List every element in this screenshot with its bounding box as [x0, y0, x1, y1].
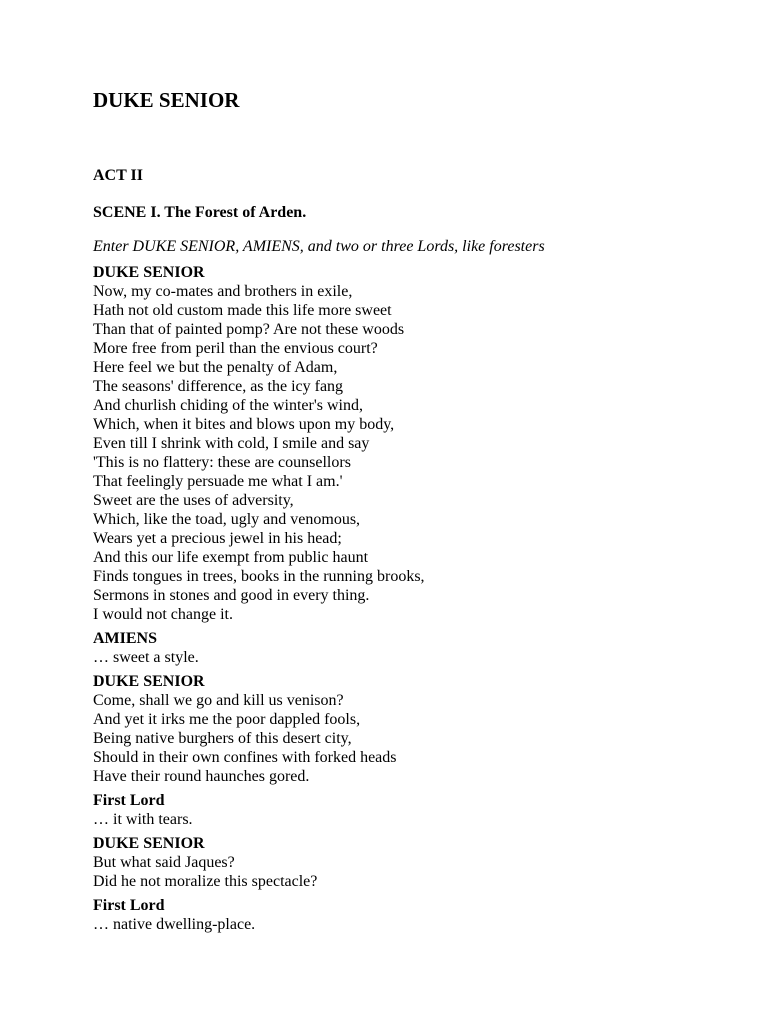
verse-line: Have their round haunches gored. — [93, 768, 310, 785]
verse-line: And this our life exempt from public haunt — [93, 549, 369, 566]
verse-line: Even till I shrink with cold, I smile and say — [93, 435, 370, 452]
verse-line: Being native burghers of this desert city, — [93, 730, 352, 747]
verse-line: Here feel we but the penalty of Adam, — [93, 359, 338, 376]
speech-block — [93, 791, 743, 829]
speech-block — [93, 672, 743, 786]
verse-line: Now, my co-mates and brothers in exile, — [93, 283, 353, 300]
speech-block — [93, 896, 743, 934]
verse-line: … sweet a style. — [93, 649, 199, 666]
act-heading: ACT II — [93, 167, 143, 184]
script-body — [93, 263, 743, 939]
verse-line: Hath not old custom made this life more sweet — [93, 302, 392, 319]
verse-line: Should in their own confines with forked heads — [93, 749, 397, 766]
verse-line: 'This is no flattery: these are counsellors — [93, 454, 351, 471]
verse-line: That feelingly persuade me what I am.' — [93, 473, 343, 490]
verse-line: The seasons' difference, as the icy fang — [93, 378, 344, 395]
verse-line: Which, like the toad, ugly and venomous, — [93, 511, 361, 528]
speaker-name: DUKE SENIOR — [93, 673, 205, 690]
page-title: DUKE SENIOR — [93, 88, 240, 112]
verse-line: … native dwelling-place. — [93, 916, 256, 933]
verse-line: And churlish chiding of the winter's wind, — [93, 397, 363, 414]
verse-line: Than that of painted pomp? Are not these woods — [93, 321, 405, 338]
verse-line: Which, when it bites and blows upon my body, — [93, 416, 395, 433]
verse-line: Did he not moralize this spectacle? — [93, 873, 318, 890]
speaker-name: AMIENS — [93, 630, 158, 647]
stage-direction: Enter DUKE SENIOR, AMIENS, and two or three Lords, like foresters — [93, 238, 545, 255]
verse-line: But what said Jaques? — [93, 854, 235, 871]
speech-block — [93, 834, 743, 891]
speech-block — [93, 263, 743, 624]
verse-line: Sermons in stones and good in every thing. — [93, 587, 370, 604]
verse-line: And yet it irks me the poor dappled fools, — [93, 711, 361, 728]
speaker-name: First Lord — [93, 792, 165, 809]
verse-line: More free from peril than the envious court? — [93, 340, 378, 357]
speaker-name: DUKE SENIOR — [93, 835, 205, 852]
verse-line: Wears yet a precious jewel in his head; — [93, 530, 342, 547]
verse-line: Finds tongues in trees, books in the running brooks, — [93, 568, 425, 585]
speech-block — [93, 629, 743, 667]
speaker-name: First Lord — [93, 897, 165, 914]
verse-line: Come, shall we go and kill us venison? — [93, 692, 344, 709]
scene-heading: SCENE I. The Forest of Arden. — [93, 204, 307, 221]
speaker-name: DUKE SENIOR — [93, 264, 205, 281]
verse-line: Sweet are the uses of adversity, — [93, 492, 294, 509]
verse-line: … it with tears. — [93, 811, 193, 828]
verse-line: I would not change it. — [93, 606, 233, 623]
